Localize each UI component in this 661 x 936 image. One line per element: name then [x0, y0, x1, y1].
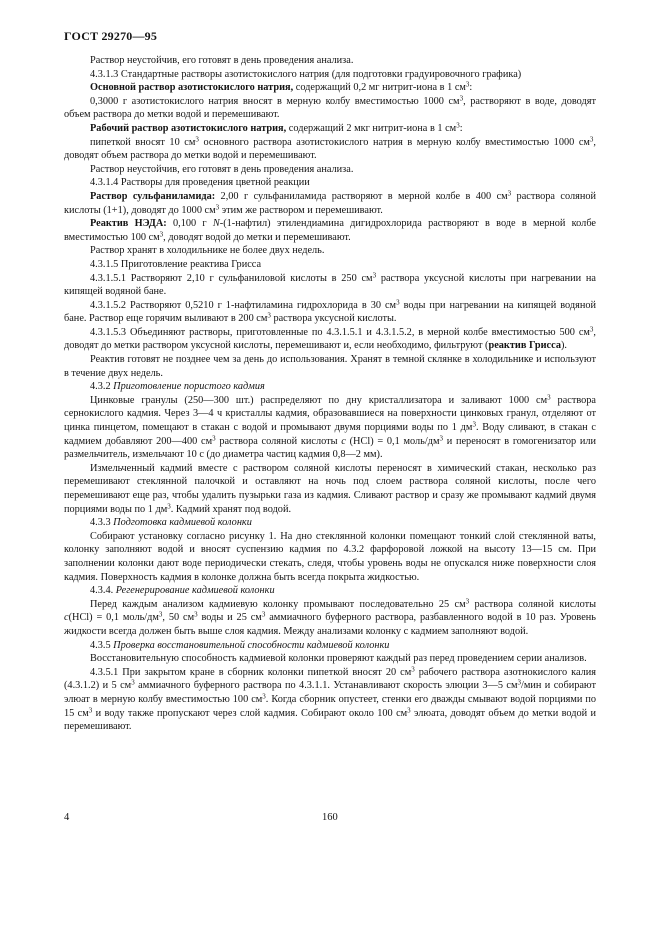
text-run: раствора уксусной кислоты при нагревании на кипящей водяной бане. — [64, 272, 596, 298]
superscript: 3 — [547, 393, 551, 402]
superscript: 3 — [372, 271, 377, 279]
superscript: 3 — [507, 189, 512, 198]
text-run: , растворяют в воде, доводят объем раствора до метки водой и перемешивают. — [64, 95, 596, 121]
text-run: элюата, доводят объем до метки водой и перемешивают. — [64, 707, 596, 733]
paragraph — [64, 462, 596, 516]
superscript: 3 — [215, 203, 220, 212]
text-run: 4.3.1.5.1 Растворяют 2,10 г сульфаниловой кислоты в 250 см — [90, 272, 373, 284]
superscript: 3 — [465, 597, 470, 606]
text-run: ). — [560, 340, 567, 352]
text-run: 4.3.1.5.3 Объединяют растворы, приготовленные по 4.3.1.5.1 и 4.3.1.5.2, в мерной колбе вместимостью 500 см — [90, 326, 590, 338]
text-run: 4.3.1.5.2 Растворяют 0,5210 г 1-нафтиламина гидрохлорида в 30 см — [90, 299, 397, 311]
superscript: 3 — [194, 610, 198, 619]
text-run: раствора уксусной кислоты. — [270, 313, 397, 325]
superscript: 3 — [167, 502, 171, 511]
text-run: . Воду сливают, в стакан с кадмием добавляют 200—400 см — [64, 422, 596, 447]
term-label: Рабочий раствор азотистокислого натрия, — [90, 122, 287, 134]
text-run: . Когда сборник опустеет, стенки его дважды смывают водой порциями по 15 см — [64, 693, 596, 719]
text-run: 2,00 г сульфаниламида растворяют в мерной колбе в 400 см — [215, 190, 508, 202]
document-body — [64, 54, 596, 734]
section-title: Регенерирование кадмиевой колонки — [115, 585, 275, 597]
superscript: 3 — [439, 434, 443, 443]
text-run: аммиачного буферного раствора, разбавленного водой в 10 раз. Уровень жидкости всегда должен быть выше слоя кадмия. Между анализами колонку с кадмием заполняют водой. — [64, 612, 596, 637]
superscript: 3 — [472, 420, 476, 429]
section-heading — [64, 639, 596, 653]
superscript: 3 — [589, 135, 594, 144]
paragraph: Раствор хранят в холодильнике не более двух недель. — [90, 245, 325, 257]
text-run: основного раствора азотистокислого натрия в мерную колбу вместимостью 1000 см — [198, 136, 590, 148]
superscript: 3 — [212, 434, 216, 443]
paragraph — [64, 326, 596, 353]
superscript: 3 — [589, 325, 594, 334]
section-heading: 4.3.1.4 Растворы для проведения цветной реакции — [90, 177, 310, 189]
text-run: содержащий 2 мкг нитрит-иона в 1 см — [286, 122, 457, 134]
text-run: раствора соляной кислоты (1+1), доводят до 1000 см — [64, 190, 596, 216]
text-run: раствора соляной кислоты — [469, 598, 596, 610]
paragraph — [64, 394, 596, 462]
superscript: 3 — [158, 610, 163, 619]
term-label: Реактив НЭДА: — [90, 218, 167, 230]
text-run: -(1-нафтил) этилендиамина дигидрохлорида растворяют в воде в мерной колбе вместимостью 100 см — [64, 218, 596, 243]
text-run: Перед каждым анализом кадмиевую колонку промывают последовательно 25 см — [90, 598, 466, 610]
text-run: содержащий 0,2 мг нитрит-иона в 1 см — [293, 82, 466, 94]
text-run: , доводят водой до метки и перемешивают. — [163, 231, 351, 243]
text-run: , 50 см — [162, 612, 195, 624]
section-title: Подготовка кадмиевой колонки — [113, 517, 252, 529]
text-run: , доводят до метки раствором уксусной кислоты, перемешивают и, если необходимо, фильтруют ( — [64, 326, 596, 352]
superscript: 3 — [262, 692, 266, 701]
text-run: /мин и собирают элюат в мерную колбу вместимостью 100 см — [64, 680, 596, 705]
footer-left-number: 4 — [64, 812, 70, 823]
text-run: раствора сернокислого кадмия. Через 3—4 ч кристаллы кадмия, образовавшиеся на поверхности цинковых гранул, отделяют от цинка пинцетом, помещают в стакан с водой и промывают двумя порциями воды по 1 дм — [64, 394, 596, 434]
paragraph — [64, 95, 596, 122]
section-number: 4.3.5 — [90, 639, 111, 651]
text-run: и воду также пропускают через слой кадмия. Собирают около 100 см — [92, 707, 408, 719]
term-label: Раствор сульфаниламида: — [90, 190, 216, 202]
italic-run: N — [212, 218, 220, 230]
paragraph — [64, 598, 596, 639]
section-heading — [64, 584, 596, 598]
superscript: 3 — [517, 678, 521, 687]
term-label: Основной раствор азотистокислого натрия, — [90, 82, 294, 94]
text-run: воды и 25 см — [197, 612, 262, 624]
text-run: 0,3000 г азотистокислого натрия вносят в мерную колбу вместимостью 1000 см — [90, 95, 460, 107]
term-label: реактив Грисса — [488, 340, 561, 352]
paragraph: Раствор неустойчив, его готовят в день проведения анализа. — [90, 163, 354, 175]
text-run: (HCl) = 0,1 моль/дм — [345, 435, 440, 447]
paragraph: Собирают установку согласно рисунку 1. На дно стеклянной колонки помещают тонкий слой стеклянной ваты, колонку заполняют водой и вносят суспензию кадмия по 4.3.2 фарфоровой ложкой на высоту 13—15 см. При заполнении колонки дают воде периодически стекать, следя, чтобы уровень воды не опускался ниже поверхности слоя кадмия. Поверхность кадмия в колонке должна быть всегда покрыта жидкостью. — [64, 530, 596, 583]
text-run: 4.3.5.1 При закрытом кране в сборник колонки пипеткой вносят 20 см — [90, 666, 412, 678]
text-run: аммиачного буферного раствора по 4.3.1.1. Устанавливают скорость элюции 3—5 см — [134, 680, 518, 692]
paragraph — [64, 136, 596, 163]
superscript: 3 — [407, 706, 411, 714]
superscript: 3 — [267, 311, 271, 320]
document-header: ГОСТ 29270—95 — [64, 29, 158, 43]
text-run: воды при нагревании на кипящей водяной бане. Раствор еще горячим выливают в 200 см — [64, 299, 596, 325]
text-run: 0,100 г — [166, 218, 213, 230]
italic-run: с — [341, 435, 346, 447]
paragraph: Раствор неустойчив, его готовят в день проведения анализа. — [90, 55, 354, 66]
paragraph — [64, 272, 596, 299]
text-run: Цинковые гранулы (250—300 шт.) распределяют по дну кристаллизатора и заливают 1000 см — [90, 394, 548, 406]
paragraph: Реактив готовят не позднее чем за день до использования. Хранят в темной склянке в холодильнике и используют в течение двух недель. — [64, 354, 596, 379]
text-run: (HCl) = 0,1 моль/дм — [68, 612, 159, 624]
superscript: 3 — [195, 135, 199, 144]
text-run: : — [459, 122, 463, 134]
text-run: и переносят в гомогенизатор или размельчитель, измельчают 10 с (до диаметра частиц кадмия 0,8—2 мм). — [64, 435, 597, 461]
paragraph — [64, 666, 596, 734]
section-heading: 4.3.1.3 Стандартные растворы азотистокислого натрия (для подготовки градуировочного графика) — [90, 68, 522, 80]
text-run: , доводят объем раствора до метки водой и перемешивают. — [64, 136, 596, 162]
section-heading: 4.3.1.5 Приготовление реактива Грисса — [90, 258, 262, 270]
text-run: пипеткой вносят 10 см — [90, 136, 196, 148]
text-run: рабочего раствора азотнокислого калия (4.3.1.2) и 5 см — [64, 666, 596, 692]
superscript: 3 — [159, 230, 164, 239]
paragraph — [64, 81, 596, 95]
superscript: 3 — [459, 94, 464, 103]
italic-run: с — [64, 612, 69, 624]
superscript: 3 — [131, 678, 135, 687]
section-number: 4.3.3 — [90, 517, 111, 529]
superscript: 3 — [88, 706, 93, 714]
text-run: Измельченный кадмий вместе с раствором соляной кислоты переносят в химический стакан, несколько раз перемешивают стеклянной палочкой и оставляют на ночь под слоем раствора соляной кислоты, после чего перемешивают еще раз, чтобы удалить пузырьки газа из кадмия. Сливают раствор и сразу же промывают кадмий двумя порциями воды по 1 дм — [64, 462, 596, 515]
text-run: . Кадмий хранят под водой. — [170, 503, 292, 515]
section-heading — [64, 380, 596, 394]
text-run: раствора соляной кислоты — [215, 435, 342, 447]
superscript: 3 — [456, 121, 460, 130]
section-title: Приготовление пористого кадмия — [113, 381, 265, 393]
paragraph: Восстановительную способность кадмиевой колонки проверяют каждый раз перед проведением серии анализов. — [90, 653, 587, 665]
section-title: Проверка восстановительной способности кадмиевой колонки — [113, 639, 390, 651]
page-number: 160 — [322, 812, 338, 823]
section-number: 4.3.2 — [90, 381, 111, 393]
section-heading — [64, 516, 596, 530]
text-run: этим же раствором и перемешивают. — [219, 204, 383, 216]
superscript: 3 — [465, 80, 470, 89]
paragraph — [64, 217, 596, 244]
text-run: : — [469, 82, 473, 94]
superscript: 3 — [411, 665, 415, 674]
paragraph — [64, 299, 596, 326]
paragraph — [64, 190, 596, 217]
superscript: 3 — [261, 610, 266, 619]
section-number: 4.3.4. — [90, 585, 114, 597]
superscript: 3 — [396, 298, 400, 307]
paragraph — [64, 122, 596, 136]
